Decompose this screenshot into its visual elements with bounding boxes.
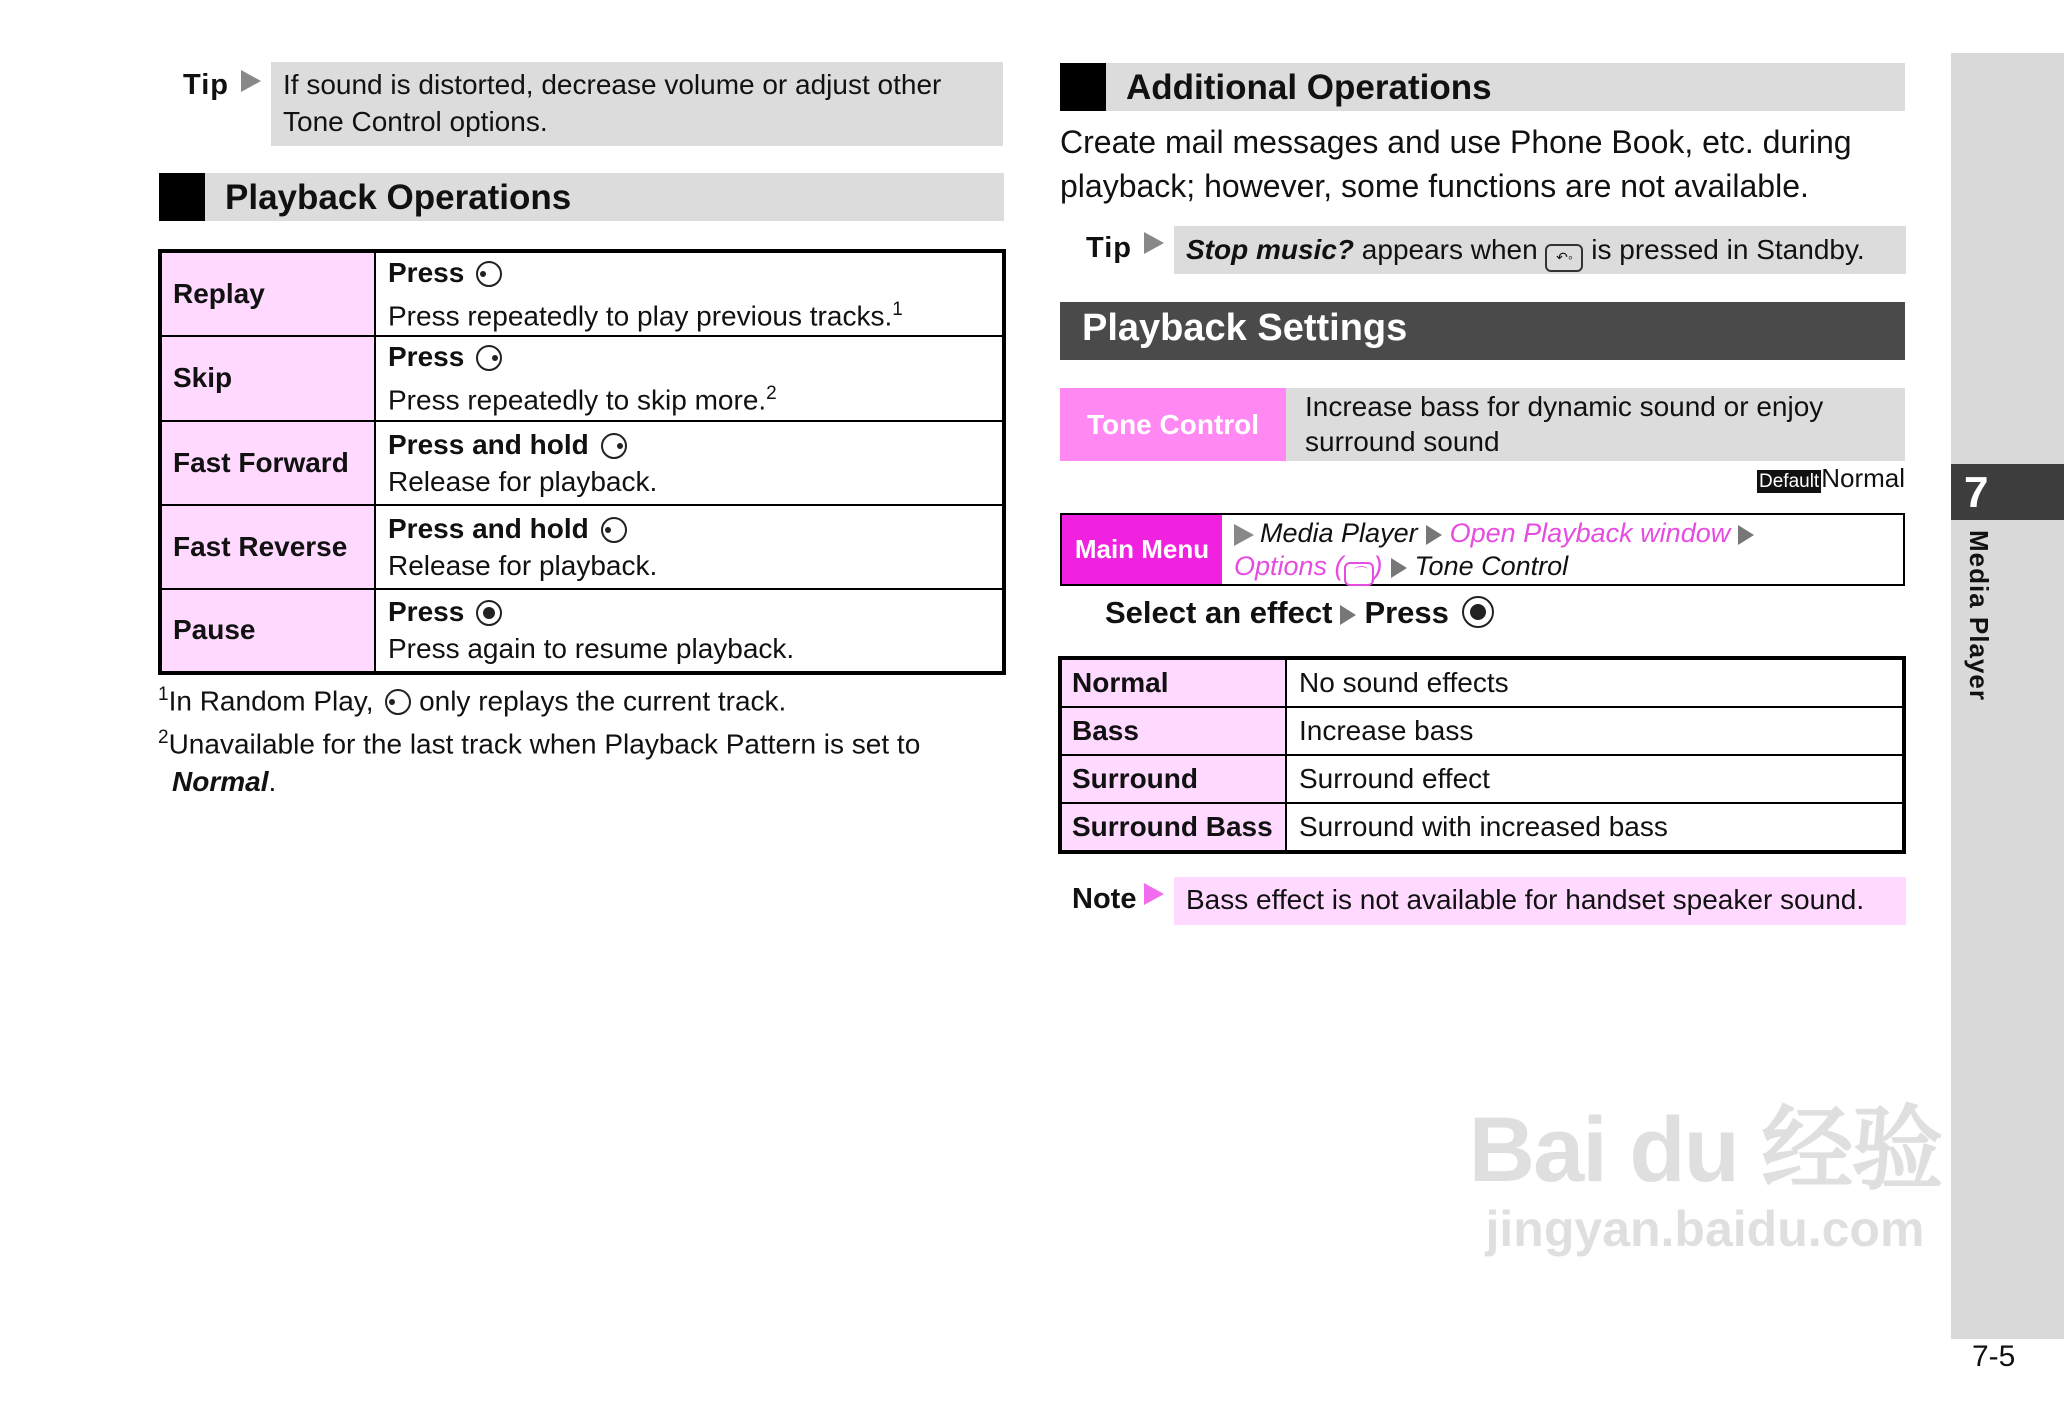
instruction: Select an effect Press bbox=[1105, 595, 1494, 631]
nav-right-key-icon bbox=[476, 345, 502, 371]
nav-left-key-icon bbox=[601, 517, 627, 543]
fast-reverse-label: Fast Reverse bbox=[160, 505, 375, 589]
tip-box bbox=[271, 62, 1003, 146]
effects-table bbox=[1058, 656, 1906, 854]
effect-name: Bass bbox=[1060, 707, 1286, 755]
nav-left-key-icon bbox=[476, 261, 502, 287]
tone-control-row bbox=[1060, 388, 1905, 461]
watermark-url: jingyan.baidu.com bbox=[1485, 1201, 1925, 1257]
page-number: 7-5 bbox=[1972, 1340, 2016, 1373]
effect-name: Surround bbox=[1060, 755, 1286, 803]
footnote-2: $^2$Unavailable for the last track when Playback Pattern is set to bbox=[158, 727, 921, 760]
footnote-1: $^1$In Random Play, only replays the current track. bbox=[158, 684, 787, 717]
fast-forward-label: Fast Forward bbox=[160, 421, 375, 505]
tone-control-label: Tone Control bbox=[1060, 388, 1286, 461]
next-arrow-icon bbox=[1391, 558, 1407, 578]
menu-path: Main Menu Media Player Open Playback window Options ( ⌒ ) Tone Control bbox=[1060, 513, 1905, 586]
additional-operations-header bbox=[1060, 63, 1905, 111]
effect-desc: No sound effects bbox=[1286, 658, 1904, 707]
next-arrow-icon bbox=[1426, 525, 1442, 545]
soft-key-icon: ⌒ bbox=[1344, 562, 1374, 586]
center-key-icon bbox=[1462, 596, 1494, 628]
tip-label: Tip bbox=[183, 69, 229, 101]
fast-reverse-desc: Press and hold Release for playback. bbox=[375, 505, 1004, 589]
tip-arrow-icon bbox=[235, 70, 261, 92]
tip-row bbox=[183, 62, 1003, 146]
menu-arrow-icon bbox=[1234, 524, 1254, 546]
footnote-2-cont: Normal. bbox=[172, 765, 277, 797]
pause-desc: Press Press again to resume playback. bbox=[375, 589, 1004, 673]
section-marker bbox=[159, 173, 205, 221]
chapter-tab bbox=[1951, 464, 2064, 520]
fast-forward-desc: Press and hold Release for playback. bbox=[375, 421, 1004, 505]
main-menu-label: Main Menu bbox=[1062, 515, 1222, 584]
playback-settings-header: Playback Settings bbox=[1060, 302, 1905, 360]
skip-label: Skip bbox=[160, 336, 375, 420]
next-arrow-icon bbox=[1738, 525, 1754, 545]
tip-label: Tip bbox=[1086, 232, 1132, 264]
additional-body: Create mail messages and use Phone Book, etc. during playback; however, some functions are not available. bbox=[1060, 124, 1852, 204]
watermark-logo: Bai du 经验 bbox=[1468, 1099, 1942, 1201]
note-box: Bass effect is not available for handset speaker sound. bbox=[1174, 877, 1906, 925]
next-arrow-icon bbox=[1340, 605, 1356, 625]
section-marker bbox=[1060, 63, 1106, 111]
nav-left-key-icon bbox=[385, 689, 411, 715]
replay-label: Replay bbox=[160, 251, 375, 336]
note-label: Note bbox=[1072, 883, 1137, 915]
tip-text-1: If sound is distorted, decrease volume or adjust other bbox=[283, 69, 942, 100]
default-badge: Default bbox=[1759, 471, 1820, 492]
pause-label: Pause bbox=[160, 589, 375, 673]
playback-operations-header bbox=[159, 173, 1004, 221]
end-key-icon: ↶◦ bbox=[1545, 244, 1583, 272]
center-key-icon bbox=[476, 600, 502, 626]
chapter-title: Media Player bbox=[1964, 530, 1994, 701]
effect-name: Surround Bass bbox=[1060, 803, 1286, 852]
tip-text-2: Tone Control options. bbox=[283, 106, 548, 137]
nav-right-key-icon bbox=[601, 433, 627, 459]
effect-desc: Surround with increased bass bbox=[1286, 803, 1904, 852]
tip-box: Stop music? appears when ↶◦ is pressed in Standby. bbox=[1174, 226, 1906, 274]
effect-desc: Surround effect bbox=[1286, 755, 1904, 803]
replay-desc: Press Press repeatedly to play previous tracks.$^1$ bbox=[375, 251, 1004, 336]
effect-name: Normal bbox=[1060, 658, 1286, 707]
skip-desc: Press Press repeatedly to skip more.$^2$ bbox=[375, 336, 1004, 420]
chapter-number: 7 bbox=[1964, 468, 1989, 517]
watermark bbox=[1465, 1100, 1945, 1330]
note-row bbox=[1072, 877, 1906, 925]
section-title: Playback Operations bbox=[225, 178, 572, 217]
tone-control-desc: Increase bass for dynamic sound or enjoy surround sound bbox=[1305, 391, 1824, 457]
section-title: Additional Operations bbox=[1126, 68, 1492, 107]
additional-tip bbox=[1086, 226, 1906, 274]
playback-operations-table bbox=[158, 249, 1006, 675]
default-value: DefaultNormal bbox=[1759, 463, 1905, 493]
note-arrow-icon bbox=[1138, 883, 1164, 905]
footnotes bbox=[158, 676, 1018, 800]
tip-arrow-icon bbox=[1138, 232, 1164, 254]
effect-desc: Increase bass bbox=[1286, 707, 1904, 755]
